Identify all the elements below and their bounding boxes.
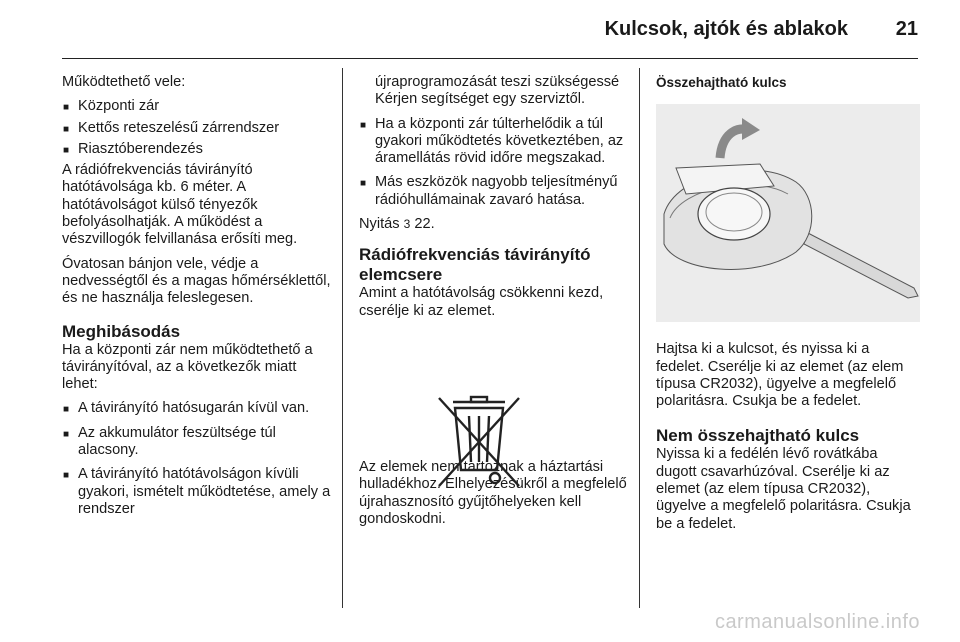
fault-paragraph: Ha a központi zár nem működtethető a távirányítóval, az a következők miatt lehet:: [62, 341, 313, 393]
page-header: [0, 0, 960, 60]
cause-list: [359, 116, 631, 209]
list-item: ■ A távirányító hatótávolságon kívüli gyakori, ismételt működtetése, amely a rendszer: [62, 466, 334, 518]
list-item: ■ Az akkumulátor feszültsége túl alacsony.: [62, 425, 334, 460]
disposal-paragraph: Az elemek nem tartoznak a háztartási hulladékhoz. Elhelyezésükről a megfelelő újrahasznosító gyűjtőhelyeken kell gondoskodni.: [359, 458, 627, 527]
list-item: ■ Ha a központi zár túlterhelődik a túl gyakori működtetés következtében, az áramellátás rövid időre megszakad.: [359, 116, 631, 168]
fault-list: [62, 400, 334, 518]
section-heading-battery: Rádiófrekvenciás távirányító elemcsere: [359, 245, 591, 285]
section-heading-fault: Meghibásodás: [62, 321, 181, 341]
section-heading-nonfoldable: Nem összehajtható kulcs: [656, 426, 860, 446]
header-rule: [62, 58, 918, 59]
column-1: [62, 74, 334, 525]
list-item: ■ Kettős reteszelésű zárrendszer: [62, 120, 334, 137]
reference-page: 22.: [414, 216, 435, 233]
intro-text: Működtethető vele:: [62, 74, 186, 90]
list-item: ■ Központi zár: [62, 98, 334, 115]
continued-text: újraprogramozását teszi szükségessé Kérjen segítséget egy szerviztől.: [375, 74, 620, 108]
column-divider-1: [342, 68, 343, 608]
list-item: ■ Riasztóberendezés: [62, 141, 334, 158]
function-list: [62, 98, 334, 158]
page-reference-icon: 3: [403, 217, 411, 232]
range-paragraph: A rádiófrekvenciás távirányító hatótávolsága kb. 6 méter. A hatótávolságot külső tényezők befolyásolhatják. A működést a vészvillogók felvillanása erősíti meg.: [62, 162, 298, 248]
list-item: ■ Más eszközök nagyobb teljesítményű rádióhullámainak zavaró hatása.: [359, 174, 631, 209]
nonfoldable-paragraph: Nyissa ki a fedélén lévő rovátkába dugott csavarhúzóval. Cserélje ki az elemet (az elem típusa CR2032), ügyelve a megfelelő polaritásra. Csukja be a fedelet.: [656, 446, 911, 532]
list-item: ■ A távirányító hatósugarán kívül van.: [62, 400, 334, 417]
cross-reference: [359, 216, 631, 233]
foldable-paragraph: Hajtsa ki a kulcsot, és nyissa ki a fedelet. Cserélje ki az elemet (az elem típusa CR2032), ügyelve a megfelelő polaritásra. Csukja be a fedelet.: [656, 341, 904, 410]
page-number: 21: [895, 18, 918, 40]
watermark: carmanualsonline.info: [714, 611, 920, 633]
column-divider-2: [639, 68, 640, 608]
key-battery-illustration: [656, 104, 920, 322]
chapter-title: Kulcsok, ajtók és ablakok: [604, 18, 848, 40]
reference-label: Nyitás: [359, 216, 400, 233]
subheading-foldable: Összehajtható kulcs: [656, 75, 787, 90]
care-paragraph: Óvatosan bánjon vele, védje a nedvességtől és a magas hőmérséklettől, és ne használja feleslegesen.: [62, 255, 331, 307]
battery-paragraph: Amint a hatótávolság csökkenni kezd, cserélje ki az elemet.: [359, 285, 604, 319]
crossed-bin-icon: [433, 394, 525, 494]
